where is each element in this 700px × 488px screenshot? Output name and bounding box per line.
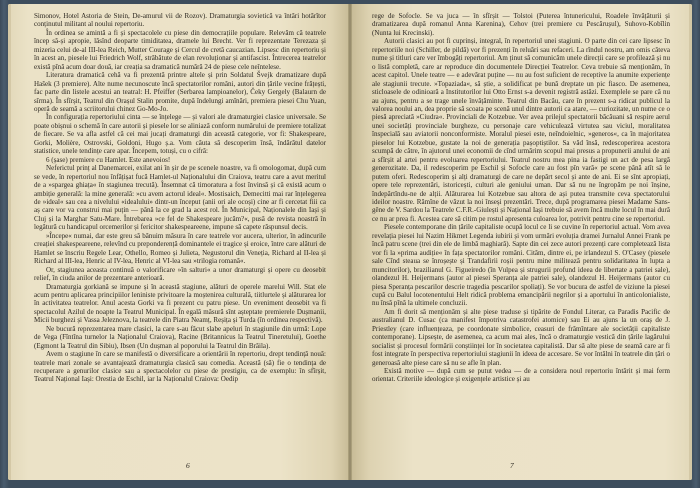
left-page [8,4,348,480]
paragraph: Simonov, Hotel Astoria de Stein, De-amurul vii de Rozov). Dramaturgia sovietică va întări hotărîtor conținutul militant al noului repertoriu. [34,12,326,29]
left-page-edge [8,4,11,480]
paragraph: 6 (șase) premiere cu Hamlet. Este anevoios! [46,155,171,164]
paragraph: Există motive — după cum se putut vedea — de a considera noul repertoriu întărit și mai ferm orientat. Criteriile ideologice și exigențele artistice și au [372,367,670,384]
paragraph: Or, stagiunea aceasta continuă o valorificare »în salturi« a unor dramaturgi și opere cu deosebit relief, în ciuda anilor de prezentare anterioară. [34,265,326,283]
page-number-right: 7 [510,461,514,470]
paragraph: Literatura dramatică cehă va fi prezentă printre altele și prin Soldatul Švejk dramatizare după Hašek (3 premiere). Alte nume necunoscute încă spectatorilor români, autori din țările vecine frățești, fac parte din listele acestui an teatral: H. Pfeiffer (Serbarea lampioanelor), Čeky Gergely (Balaurn de sîrma). În sfîrșit, Teatrul din Orașul Stalin promite, după îndelungi amînări, premiera piesei Chu Yuan, operă de seamă a scriitorului chinez Go-Mo-Jo. [34,71,326,113]
paragraph: În configurația repertoriului cinta — se înțelege — și valori ale dramaturgiei clasice universale. Se poate obișnui o schemă în care autorii și piesele lor se aliniază conform numărului de premiere totalizat de fiecare. Se va afla astfel că cei mai jucați dramaturgi din această categorie, vor fi: Shakespeare, Gorki, Molière, Ostrovski, Goldoni, Hugo ș.a. Vom căuta să descoperim însă, îndărătul datelor statistice, unele tendințe care apar. Începem, totuși, cu o cifră: [34,113,326,156]
paragraph: În ordinea se amintă a fi și spectacolele cu piese din democrațiile populare. Relevăm că teatrele încep să-și apropie, lăsînd deoparte timiditatea, dramele lui Brecht. Ver fi reprezentate Terezaza și mizeria celui de-al III-lea Reich, Mutter Courage și Cercul de cretă caucazian. Lipsesc din repertoriu și în acest an, piesele lui Friedrich Wolf, străbătute de elan revoluționar și antifascist. Întrecerea teatrelor există pînă acum doar două, iar creația sa dramatică numără 24 de piese cele neîntelese. [34,28,326,71]
right-page-text [372,12,670,384]
paragraph: rege de Sofocle. Se va juca — în sfîrșit — Tolstoi (Puterea întunericului, Roadele învățăturii și dramatizarea după romanul Anna Karenina), Cehov (trei premiere cu Pescărușul), Suhovo-Kobîlin (Nunta lui Krecinski). [372,12,670,37]
paragraph: Dramaturgia gorkiană se impune și în această stagiune, alături de operele marelui Will. Stat ele acum pentru aplicarea principiilor leniniste privitoare la moștenirea culturală, tiitlurtele și alăturarea lor în activitatea teatrelor. Anul acesta Gorki va fi prezent cu patru piese. Un eveniment deosebit va fi spectacolul Azilul de noapte la Teatrul Municipal. În egală măsură sînt așteptate premierele Dușmanii, Micii burghezi și Vassa Jeleznova, la teatrele din Piatra Neamț, Reșița și Turda (în ordinea respectivă). [34,282,326,325]
paragraph: Am fi dorit să menționăm și alte piese traduse și tipărite de Fondul Literar, ca Paradis Pacific de australianul D. Cusac (ca manifest împotriva catastrofei atomice) sau Ei au ajuns la un oraș de J. Priestley (care influențeaza, pe coordonate simbolice, ceasuri de frămîntare ale societății capitaliste contemporane). Lipsește, de asemenea, ca acum mai ales, încă o dramaturgie vestică din țările lagărului socialist și procesul formării conștiinței lor în societatea capitalistă. Dar să alte piese de seamă care ar fi fost integrate în perspectiva repertoriului stagiunii în ideea de accesare. Se vor întâlni în teatrele din țări o generoasă alte piese care să nu se afle în plan. [372,307,670,367]
paragraph: Ne bucură reprezentarea mare clasici, la care s-au făcut slabe apeluri în stagiunile din urmă: Lope de Vega (Fîntîna turnelor la Naționalul Craiova), Racine (Britannicus la Teatrul Tineretului), Goethe (Egmont la Teatrul din Sibiu), Ibsen (Un dușman al poporului la Teatrul din Brăila). [34,324,326,350]
right-page-edge [689,4,692,480]
paragraph: Avem o stagiune în care se manifestă o diversificare a orientării în repertoriu, drept tendință nouă: teatrele mari zonale se avantajează dramaturgia clasică sau comedia. Această (să) fie o tendința de recuperare a genurilor clasice sau a spectacolelor cu piese de prestigiu, ca de exemplu: în sfîrșit, Teatrul Național Iași: Orestia de Eschil, iar la Naționalul Craiova: Oedip [34,350,326,384]
left-page-text [34,12,326,384]
paragraph: »Începe« numai, dar este greu să bănuim măsura în care teatrele vor aucera, ulterior, în adincurile creației shakespeareene, relevînd cu preponderență dominantele ei tragice și eroice, între care alături de Hamlet se înscriu Regele Lear, Othello, Romeo și Julieta, Negustorul din Veneția, Richard al II-lea și Richard al III-lea, Henric al IV-lea, Henric al VI-lea sau »trilogia romană«. [34,231,326,266]
page-number-left: 6 [186,461,190,470]
right-page [352,4,692,480]
paragraph: Neferictul prinț al Danemarcei, exilat ani în șir de pe scenele noastre, va fi omologomat, după cum se vede, în repertoriul nou înfățișat fucă Hamlet-ul Naționalului din Craiova, teatru care a avut meritul de a »spargea ghiața« în stagiunea trecută). Însemnat că timoratura a fost învinsă și că există acum o ambiție generală: la mine generală: »cu avem actorul ideal«. Mostisaich, Demecitti mai rar înțelegerea de »ideal« sau cea a nivelului «idealului» dintr-un început (anii ori ale ocoși) cine ar fi cercetat fiii ca aș care vor va construi mai puțin — până la ce grad la acest rol. În Municipal, Naționalele din Iași și Cluj și la Marghar Satu-Mare. Întrebarea »ce fel de Shakespeare jucăm?«, pusă de revista noastră în legătură cu handicapul orcemerilor și fericitor shakespeareene, impune să capete răspunsul decis. [34,164,326,232]
open-book [8,4,692,484]
paragraph: Piesele contemporane din țările capitaliste ocupă locul ce li se cuvine în repertoriul actual. Vom avea revelația piesei lui Nazim Hikmet Legenda iubirii și vom urmări evoluția dramei Jurnalul Annei Frank pe încă patru scene (trei din ele de limbă maghiară). Sapte din cei zece autori prezenți care completează lista vor fi la »prima audiție« în fața spectatorilor români. Cităm, dintre ei, pe irlandezul S. O'Casey (piesele sale Cînd steaua se înroșește și Trandafirii roșii pentru mine militează pentru solidaritatea în lupta a muncitorilor), brazilianul G. Figueiredo (în Vulpea și strugurii profund ideea de libertate a patriei sale), olandezul H. Heijermans (autor al piesei Speranța ale patriei sale), olandezul H. Heijermans (autor cu piesa Speranța pescarilor descrie tragedia pescarilor spoliați). Se vor bucura de astfel de viziune la piesei cupă cu Balul locotenentului Helt ridică problema emancipării negrilor și a aportului în anticolonialiste, nu însă pînă la ultimele concluzii. [372,223,670,308]
paragraph: Autorii clasici au pot fi cuprinși, integral, în repertoriul unei stagiuni. O parte din cei care lipsesc în repertoriile noi (Schiller, de pildă) vor fi prezenți în reluări sau refaceri. La rîndul nostru, am omis câteva nume și titluri care ver îmbogăți repertoriul. Am ținut să comunicăm unele direcții care se profilează și nu o listă completă, care ar reproduce din documentele Direcției Teatrelor. Ceva trebuie să menționăm, în acest capitol. Unele teatre — e adevărat puține — nu au fost suficient de receptive la anumite experiențe ale stagiunii trecute. »Topaziada«, să știe, a solidificat pe bună dreptate un pic fiasco. De asemenea, sticloasele de odinioară a Institutorilor lui Otto Ernst s-a devenit registră astăzi. Exemplele se pare că nu au ajuns, pentru a se trage unele învățăminte. Teatrul din Bacău, care în prezent s-a ridicat publicul la valorea noului an, dea proprie să scoata pe scenă unul dintre autorii ca atare, — curiozitate, un nume ce o piesă apreciată »Ciudra«. Provinciali de Kotzebue. Ver avea prilejul spectatorii băcăuani să respire aerul unei societăți provinciale burgheze, cu personaje care vehiculează virtutea sau viciul, moralitatea înspecială sau aviatorii nonconformiste. Moralul piesei este, neîndoielnic, »generos«, ca în majoritatea pieselor lui Kotzebue, gustate la noi de generația pașoptiștilor. Sa văd însă, redescoperirea acestora scumpă de către, în ajutorul unei economii de cînd urmărim scopul mai presus a propunerii anului de ani a sfîrșit al artei pentru evoluarea repertoriului. Teatrul nostru mea pina ia fastigi un act de pesa largă generozitate. Da, il redescoperim pe Eschil și Sofocle care au fost pîn vară« pe scene până atît să le putem oferi. Redescoperim și alți dramaturgi de care ne depărt secol și ante de ani. Ei se sînt apropiați, opere tele reprezentări, istoricești, culturi ale geniului uman. Dar să nu ne îngropăm pe noi înșine, îndepărtîndu-ne de alții. Alăturarea lui Kotzebue sau altora de ași putea transmite ceva spectatorului ideilor noastre. Rămîne de văzut la noi înseși prezentări. Trece, după programarea piesei Madame Sans-gêne de V. Sardou la Teatrele C.F.R.-Giulești și Național Iași trebuie să avem încă multe locul în mai dură ce nu ar prea fi. Acestea care să citim pe rostul apresenta culoarea lor, potrivit pentru cine se repertoriul. [372,37,670,223]
